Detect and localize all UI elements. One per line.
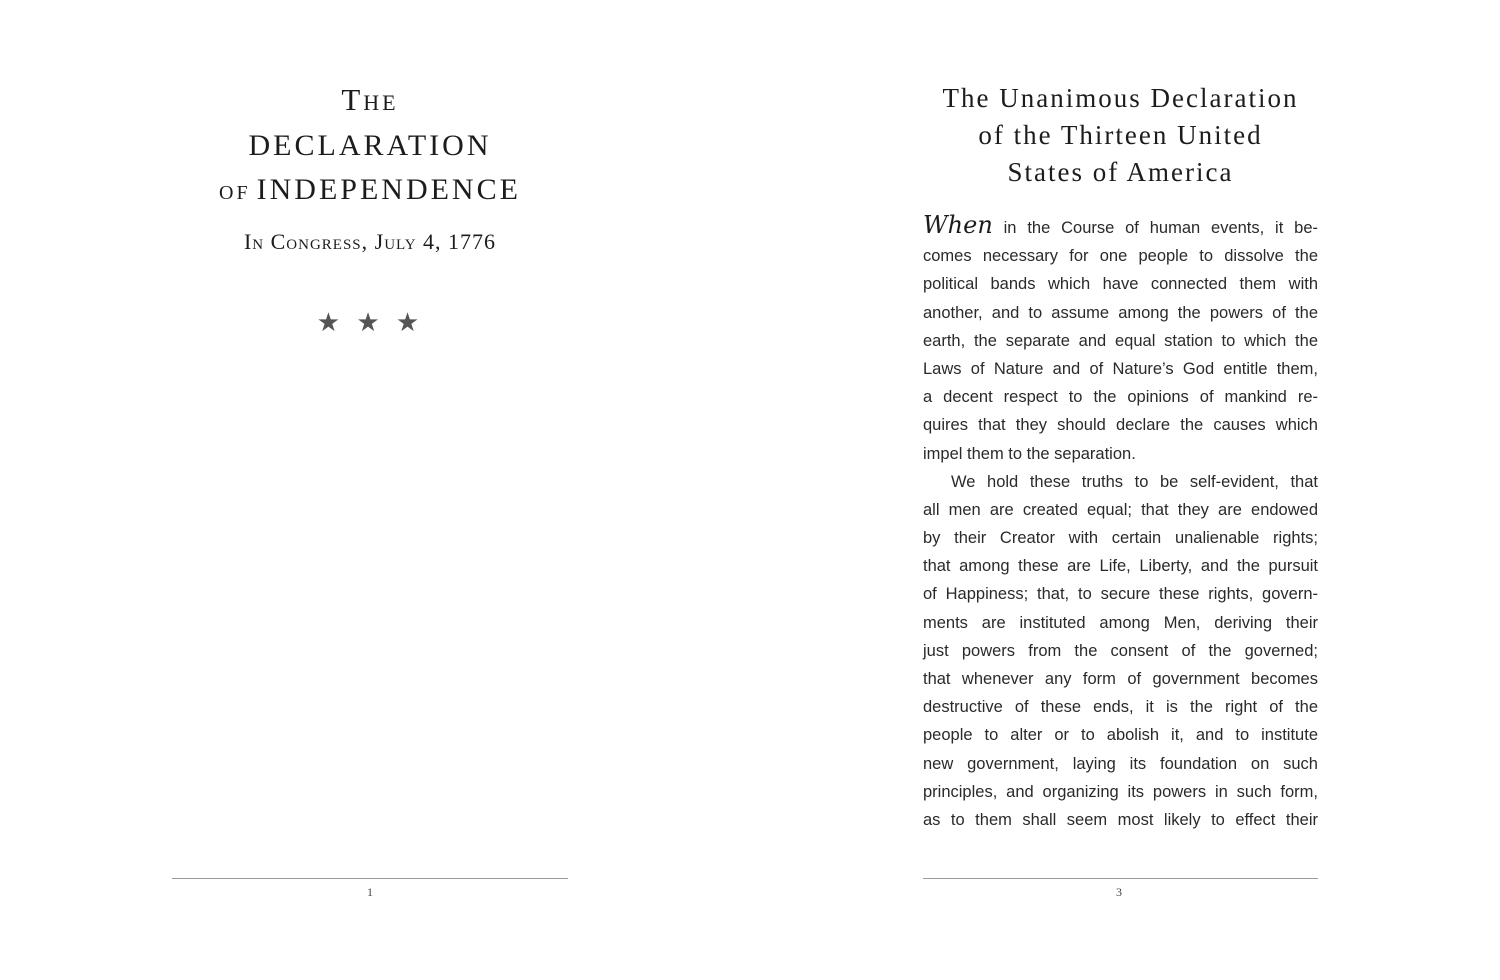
drop-word: When — [923, 211, 993, 239]
title-independence: INDEPENDENCE — [256, 173, 521, 206]
body-text — [923, 211, 1318, 834]
footer-rule — [172, 878, 568, 879]
page-number: 3 — [1116, 885, 1122, 899]
heading-line: The Unanimous Declaration — [942, 83, 1299, 113]
page-heading — [923, 80, 1318, 191]
star-icon: ★ — [316, 308, 345, 338]
title-block — [170, 82, 570, 257]
text-line: earth, the separate and equal station to which the — [923, 331, 1318, 350]
text-line: destructive of these ends, it is the right of the — [923, 698, 1318, 717]
subtitle-congress-date: In Congress, July 4, 1776 — [243, 229, 497, 254]
star-icon: ★ — [395, 308, 424, 338]
title-of: OF — [219, 182, 251, 204]
text-line: just powers from the consent of the governed; — [923, 641, 1318, 660]
text-line: another, and to assume among the powers of the — [923, 303, 1318, 322]
text-line: of Happiness; that, to secure these rights, govern- — [923, 585, 1318, 604]
text-line — [923, 211, 1318, 242]
text-line: principles, and organizing its powers in such form, — [923, 782, 1318, 801]
heading-line: States of America — [1007, 157, 1234, 187]
star-ornament — [170, 308, 570, 338]
text-line: political bands which have connected them with — [923, 275, 1318, 294]
text-line-content: in the Course of human events, it be- — [992, 219, 1318, 237]
text-line: that among these are Life, Liberty, and the pursuit — [923, 557, 1318, 576]
text-line: by their Creator with certain unalienable rights; — [923, 529, 1318, 548]
star-icon: ★ — [356, 308, 384, 338]
title-the: The — [341, 82, 399, 117]
text-line: a decent respect to the opinions of mankind re- — [923, 388, 1318, 407]
title-declaration: DECLARATION — [248, 129, 492, 162]
text-line: quires that they should declare the causes which — [923, 416, 1318, 435]
text-line: We hold these truths to be self-evident, that — [951, 472, 1318, 491]
text-line: impel them to the separation. — [923, 444, 1136, 463]
text-line: new government, laying its foundation on such — [923, 754, 1318, 773]
footer-rule — [923, 878, 1318, 879]
text-line: Laws of Nature and of Nature’s God entitle them, — [923, 359, 1318, 378]
text-line: ments are instituted among Men, deriving their — [923, 613, 1318, 632]
text-line: comes necessary for one people to dissolve the — [923, 247, 1318, 266]
page-number: 1 — [367, 885, 373, 899]
text-line: people to alter or to abolish it, and to institute — [923, 726, 1318, 745]
text-line: that whenever any form of government becomes — [923, 670, 1318, 688]
heading-line: of the Thirteen United — [978, 120, 1263, 150]
right-page — [750, 0, 1500, 980]
text-line: as to them shall seem most likely to effect their — [923, 810, 1318, 829]
title-independence-line — [170, 168, 570, 215]
text-line: all men are created equal; that they are endowed — [923, 500, 1318, 519]
